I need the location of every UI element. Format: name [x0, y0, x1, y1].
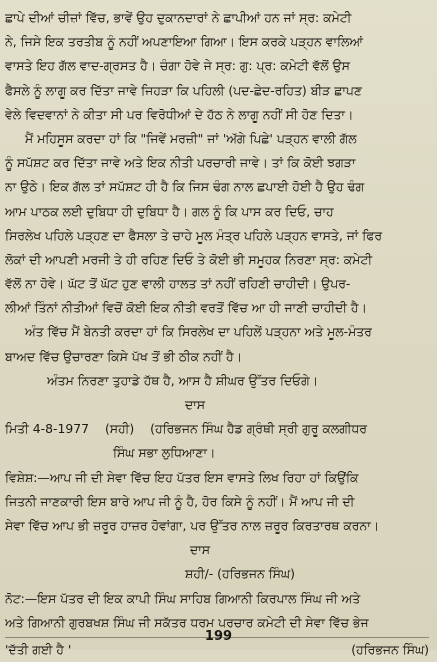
note-line: ਸੇਵਾ ਵਿੱਚ ਆਪ ਭੀ ਜ਼ਰੂਰ ਹਾਜ਼ਰ ਹੋਵਾਂਗਾ, ਪਰ ਉੱਤਰ ਨਾਲ ਜ਼ਰੂਰ ਕਿਰਤਾਰਥ ਕਰਨਾ।: [5, 517, 380, 533]
signature-signed: ਸ਼ਹੀ/- (ਹਰਿਭਜਨ ਸਿੰਘ): [185, 566, 295, 582]
body-line: ਵਾਸਤੇ ਇਹ ਗੱਲ ਵਾਦ-ਗ੍ਰਸਤ ਹੈ। ਚੰਗਾ ਹੋਵੇ ਜੇ ਸ੍ਰ: ਗੁ: ਪ੍ਰ: ਕਮੇਟੀ ਵੱਲੋਂ ਉਸ: [5, 58, 350, 74]
body-line: ਸਿਰਲੇਖ ਪਹਿਲੇ ਪੜ੍ਹਣ ਦਾ ਫੈਸਲਾ ਤੇ ਚਾਹੇ ਮੂਲ ਮੰਤ੍ਰ ਪਹਿਲੇ ਪੜ੍ਹਨ ਵਾਸਤੇ, ਜਾਂ ਫਿਰ: [5, 227, 382, 243]
body-line: ਵੱਲੋਂ ਨਾ ਹੋਵੇ। ਘੱਟ ਤੋਂ ਘੱਟ ਹੁਣ ਵਾਲੀ ਹਾਲਤ ਤਾਂ ਨਹੀਂ ਰਹਿਣੀ ਚਾਹੀਦੀ। ਉਪਰ-: [5, 276, 351, 292]
footer-left: 'ਦੱਤੀ ਗਈ ਹੈ ': [5, 641, 72, 657]
body-line: ਲੋਕਾਂ ਦੀ ਆਪਣੀ ਮਰਜੀ ਤੇ ਹੀ ਰਹਿਣ ਦਿਓ ਤੇ ਕੋਈ ਭੀ ਸਮੂਹਕ ਨਿਰਣਾ ਸ੍ਰ: ਕਮੇਟੀ: [5, 251, 373, 267]
signature-das: ਦਾਸ: [185, 397, 205, 412]
body-line: ਮੈਂ ਮਹਿਸੂਸ ਕਰਦਾ ਹਾਂ ਕਿ "ਜਿਵੇਂ ਮਰਜ਼ੀ" ਜਾਂ 'ਅੱਗੇ ਪਿਛੇ' ਪੜ੍ਹਨ ਵਾਲੀ ਗੱਲ: [25, 130, 357, 146]
body-line: ਅੰਤ ਵਿੱਚ ਮੈਂ ਬੇਨਤੀ ਕਰਦਾ ਹਾਂ ਕਿ ਸਿਰਲੇਖ ਦਾ ਪਹਿਲੇਂ ਪੜ੍ਹਨਾ ਅਤੇ ਮੂਲ-ਮੰਤਰ: [25, 324, 372, 340]
page-number: 199: [204, 629, 233, 644]
body-line: ਵੇਲੇ ਵਿਦਵਾਨਾਂ ਨੇ ਕੀਤਾ ਸੀ ਪਰ ਵਿਰੋਧੀਆਂ ਦੇ ਹੱਠ ਨੇ ਲਾਗੂ ਨਹੀਂ ਸੀ ਹੋਣ ਦਿਤਾ।: [5, 106, 354, 122]
body-line: ਨੂੰ ਸਪੱਸ਼ਟ ਕਰ ਦਿੱਤਾ ਜਾਵੇ ਅਤੇ ਇਕ ਨੀਤੀ ਪਰਚਾਰੀ ਜਾਵੇ। ਤਾਂ ਕਿ ਕੋਈ ਝਗੜਾ: [5, 155, 356, 171]
date-label: ਮਿਤੀ 4-8-1977: [5, 421, 89, 437]
body-line: ਅੰਤਮ ਨਿਰਣਾ ਤੁਹਾਡੇ ਹੱਥ ਹੈ, ਆਸ ਹੈ ਸ਼ੀਘਰ ਉੱਤਰ ਦਿਓਗੇ।: [47, 372, 318, 388]
note-line: ਜਿਤਨੀ ਜਾਣਕਾਰੀ ਇਸ ਬਾਰੇ ਆਪ ਜੀ ਨੂੰ ਹੈ, ਹੋਰ ਕਿਸੇ ਨੂੰ ਨਹੀਂ। ਮੈਂ ਆਪ ਜੀ ਦੀ: [5, 493, 355, 509]
copy-line: ਅਤੇ ਗਿਆਨੀ ਗੁਰਬਖਸ਼ ਸਿੰਘ ਜੀ ਸਕੱਤਰ ਧਰਮ ਪਰਚਾਰ ਕਮੇਟੀ ਦੀ ਸੇਵਾ ਵਿੱਚ ਭੇਜ: [5, 614, 369, 630]
signed-mark: (ਸਹੀ): [104, 421, 135, 437]
body-line: ਬਾਅਦ ਵਿੱਚ ਉਚਾਰਣਾ ਕਿਸੇ ਪੱਖ ਤੋਂ ਭੀ ਠੀਕ ਨਹੀਂ ਹੈ।: [5, 348, 242, 364]
body-line: ਨੇ, ਜਿਸੇ ਇਕ ਤਰਤੀਬ ਨੂੰ ਨਹੀਂ ਅਪਣਾਇਆ ਗਿਆ। ਇਸ ਕਰਕੇ ਪੜ੍ਹਨ ਵਾਲਿਆਂ: [5, 34, 363, 50]
body-line: ਲੀਆਂ ਤਿੰਨਾਂ ਨੀਤੀਆਂ ਵਿਚੋਂ ਕੋਈ ਇਕ ਨੀਤੀ ਵਰਤੋਂ ਵਿੱਚ ਆ ਹੀ ਜਾਣੀ ਚਾਹੀਦੀ ਹੈ।: [5, 300, 367, 316]
footer-right: (ਹਰਿਭਜਨ ਸਿੰਘ): [351, 641, 429, 657]
body-line: ਫੈਸਲੇ ਨੂੰ ਲਾਗੂ ਕਰ ਦਿੱਤਾ ਜਾਵੇ ਜਿਹੜਾ ਕਿ ਪਹਿਲੀ (ਪਦ-ਛੇਦ-ਰਹਿਤ) ਬੀੜ ਛਾਪਣ: [5, 82, 362, 98]
body-line: ਆਮ ਪਾਠਕ ਲਈ ਦੁਬਿਧਾ ਹੀ ਦੁਬਿਧਾ ਹੈ। ਗਲ ਨੂੰ ਕਿ ਪਾਸ ਕਰ ਦਿਓ, ਚਾਹ: [5, 203, 334, 219]
body-line: ਛਾਪੇ ਦੀਆਂ ਚੀਜ਼ਾਂ ਵਿੱਚ, ਭਾਵੇਂ ਉਹ ਦੁਕਾਨਦਾਰਾਂ ਨੇ ਛਾਪੀਆਂ ਹਨ ਜਾਂ ਸ੍ਰ: ਕਮੇਟੀ: [5, 10, 352, 25]
note-line: ਵਿਸ਼ੇਸ਼:—ਆਪ ਜੀ ਦੀ ਸੇਵਾ ਵਿੱਚ ਇਹ ਪੱਤਰ ਇਸ ਵਾਸਤੇ ਲਿਖ ਰਿਹਾ ਹਾਂ ਕਿਉਂਕਿ: [5, 469, 359, 485]
copy-line: ਨੋਟ:—ਇਸ ਪੱਤਰ ਦੀ ਇਕ ਕਾਪੀ ਸਿੰਘ ਸਾਹਿਬ ਗਿਆਨੀ ਕਿਰਪਾਲ ਸਿੰਘ ਜੀ ਅਤੇ: [5, 590, 361, 606]
signature-das: ਦਾਸ: [190, 542, 210, 558]
date-signer-line: [5, 417, 429, 441]
body-line: ਨਾ ਉਠੇ। ਇਕ ਗੱਲ ਤਾਂ ਸਪੱਸ਼ਟ ਹੀ ਹੈ ਕਿ ਜਿਸ ਢੰਗ ਨਾਲ ਛਪਾਈ ਹੋਈ ਹੈ ਉਹ ਢੰਗ: [5, 179, 365, 195]
signer-org: ਸਿੰਘ ਸਭਾ ਲੁਧਿਆਣਾ।: [113, 445, 216, 461]
signer-name: (ਹਰਿਭਜਨ ਸਿੰਘ ਹੈਡ ਗ੍ਰੰਥੀ ਸ੍ਰੀ ਗੁਰੂ ਕਲਗੀਧਰ: [150, 421, 367, 437]
